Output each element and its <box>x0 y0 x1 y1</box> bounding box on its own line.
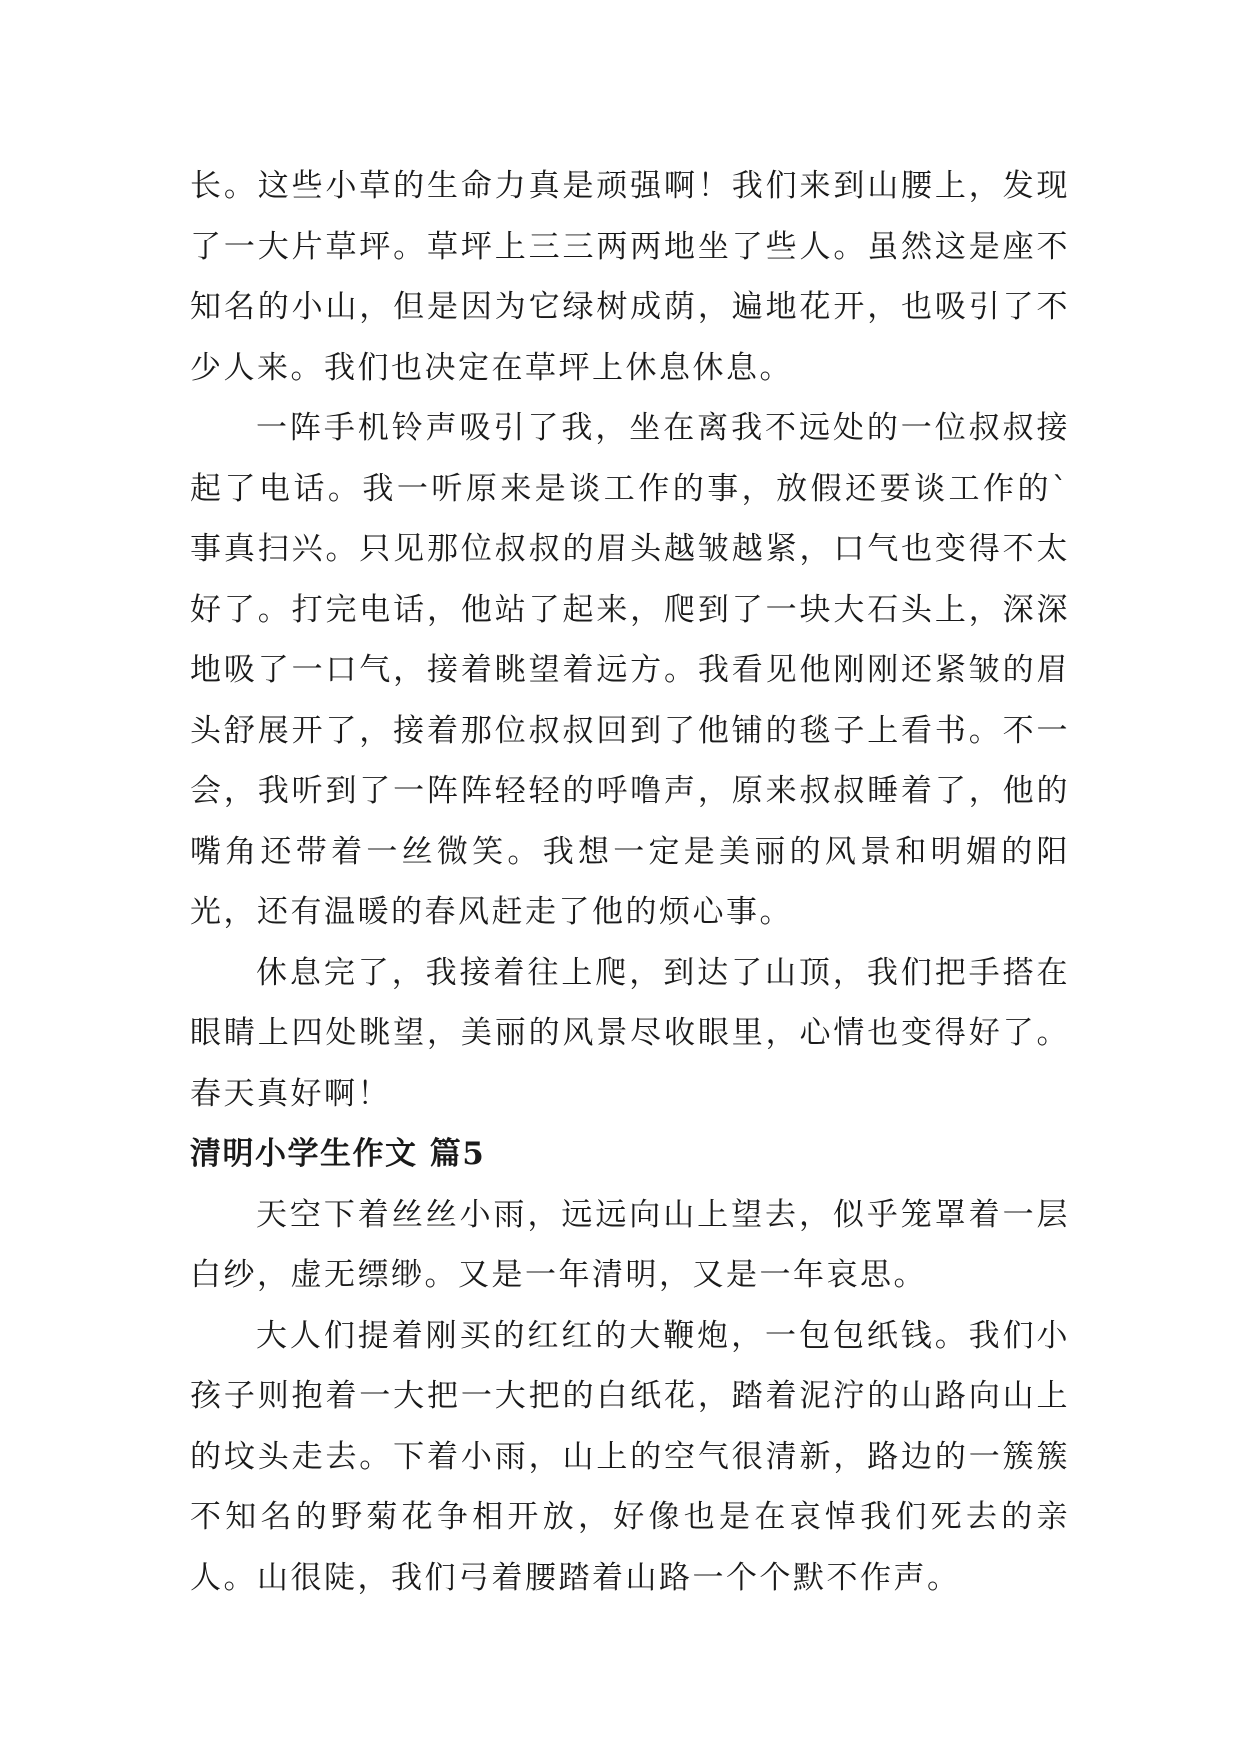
paragraph-3: 休息完了，我接着往上爬，到达了山顶，我们把手搭在眼睛上四处眺望，美丽的风景尽收眼里，心情也变得好了。春天真好啊！ <box>190 954 1070 1112</box>
document-body <box>190 156 1070 1608</box>
section-paragraph-2: 大人们提着刚买的红红的大鞭炮，一包包纸钱。我们小孩子则抱着一大把一大把的白纸花，踏着泥泞的山路向山上的坟头走去。下着小雨，山上的空气很清新，路边的一簇簇不知名的野菊花争相开放，好像也是在哀悼我们死去的亲人。山很陡，我们弓着腰踏着山路一个个默不作声。 <box>190 1317 1070 1596</box>
paragraph-1: 长。这些小草的生命力真是顽强啊！我们来到山腰上，发现了一大片草坪。草坪上三三两两地坐了些人。虽然这是座不知名的小山，但是因为它绿树成荫，遍地花开，也吸引了不少人来。我们也决定在草坪上休息休息。 <box>190 168 1070 386</box>
section-title: 清明小学生作文 篇5 <box>190 1136 486 1172</box>
paragraph-2: 一阵手机铃声吸引了我，坐在离我不远处的一位叔叔接起了电话。我一听原来是谈工作的事，放假还要谈工作的`事真扫兴。只见那位叔叔的眉头越皱越紧，口气也变得不太好了。打完电话，他站了起来，爬到了一块大石头上，深深地吸了一口气，接着眺望着远方。我看见他刚刚还紧皱的眉头舒展开了，接着那位叔叔回到了他铺的毯子上看书。不一会，我听到了一阵阵轻轻的呼噜声，原来叔叔睡着了，他的嘴角还带着一丝微笑。我想一定是美丽的风景和明媚的阳光，还有温暖的春风赶走了他的烦心事。 <box>190 410 1070 930</box>
section-paragraph-1: 天空下着丝丝小雨，远远向山上望去，似乎笼罩着一层白纱，虚无缥缈。又是一年清明，又是一年哀思。 <box>190 1196 1070 1293</box>
